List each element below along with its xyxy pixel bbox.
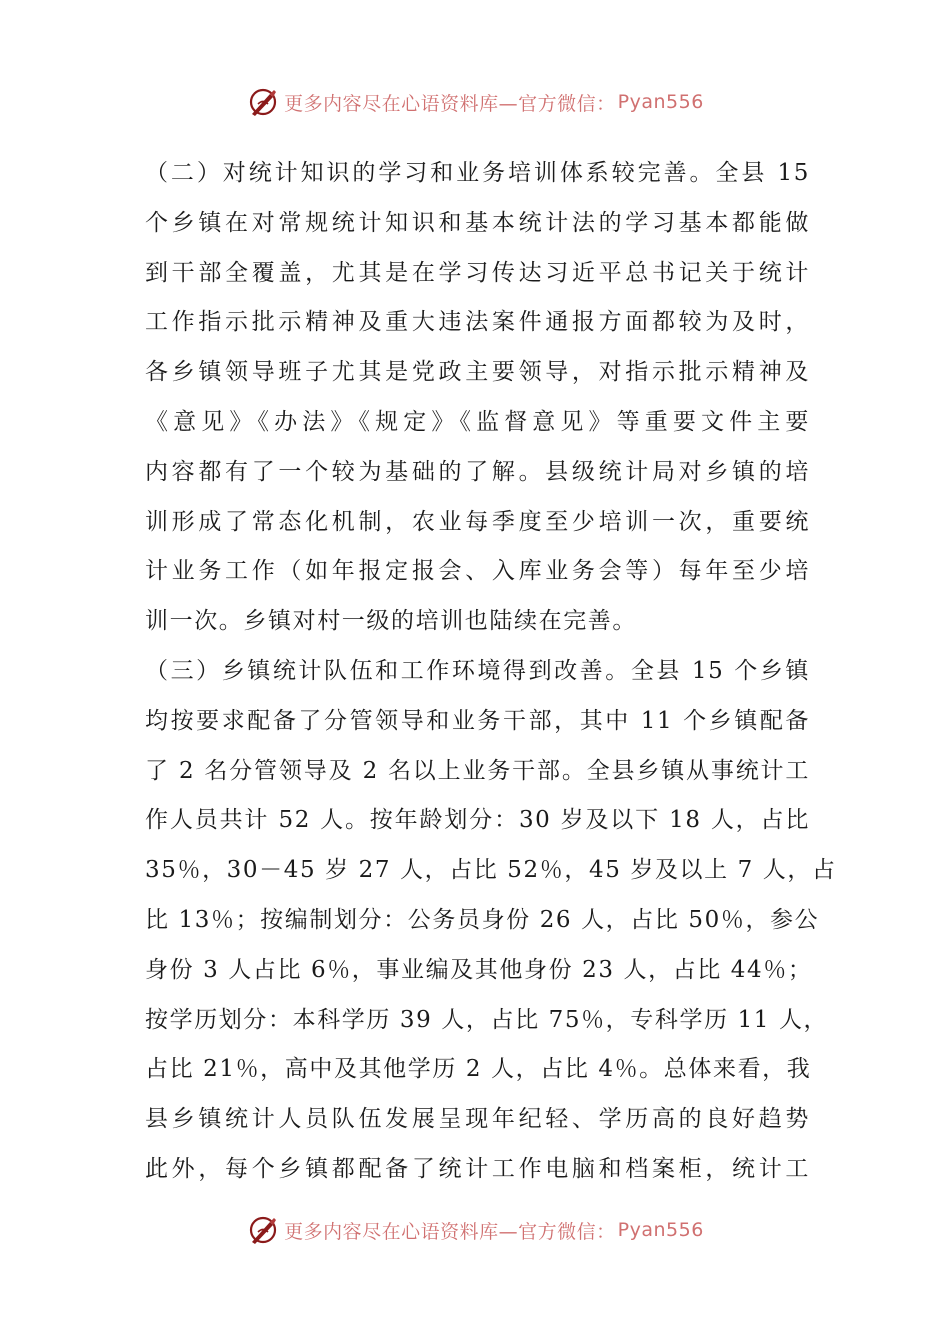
body-line: 按学历划分：本科学历 39 人，占比 75％，专科学历 11 人， — [145, 1006, 829, 1033]
body-line: 比 13％；按编制划分：公务员身份 26 人，占比 50％，参公 — [145, 906, 820, 933]
banner-text: 更多内容尽在心语资料库—官方微信： — [284, 1220, 616, 1243]
body-line: 县乡镇统计人员队伍发展呈现年纪轻、学历高的良好趋势 — [145, 1106, 810, 1133]
body-line: 《意见》《办法》《规定》《监督意见》等重要文件主要 — [145, 408, 810, 435]
body-line: （二）对统计知识的学习和业务培训体系较完善。全县 15 — [145, 160, 810, 186]
banner-wechat-handle: Pyan556 — [617, 91, 704, 113]
body-line: 作人员共计 52 人。按年龄划分：30 岁及以下 18 人，占比 — [145, 807, 810, 834]
body-line: 个乡镇在对常规统计知识和基本统计法的学习基本都能做 — [145, 209, 810, 236]
body-line: 了 2 名分管领导及 2 名以上业务干部。全县乡镇从事统计工 — [145, 757, 810, 784]
body-line: 此外，每个乡镇都配备了统计工作电脑和档案柜，统计工 — [145, 1155, 810, 1182]
body-line: 工作指示批示精神及重大违法案件通报方面都较为及时， — [145, 309, 810, 336]
banner-text: 更多内容尽在心语资料库—官方微信： — [284, 92, 616, 115]
body-line: （三）乡镇统计队伍和工作环境得到改善。全县 15 个乡镇 — [145, 657, 810, 684]
body-line: 各乡镇领导班子尤其是党政主要领导，对指示批示精神及 — [145, 359, 810, 386]
footer-watermark-banner — [0, 1210, 950, 1250]
body-line: 内容都有了一个较为基础的了解。县级统计局对乡镇的培 — [145, 458, 810, 485]
pen-logo-icon — [246, 1213, 280, 1247]
body-line: 占比 21％，高中及其他学历 2 人，占比 4％。总体来看，我 — [145, 1056, 812, 1083]
pen-logo-icon — [246, 85, 280, 119]
body-line-paragraph-end: 训一次。乡镇对村一级的培训也陆续在完善。 — [145, 608, 637, 635]
body-line: 均按要求配备了分管领导和业务干部，其中 11 个乡镇配备 — [145, 707, 810, 734]
body-line: 35％，30－45 岁 27 人，占比 52％，45 岁及以上 7 人，占 — [145, 857, 837, 884]
body-line: 训形成了常态化机制，农业每季度至少培训一次，重要统 — [145, 508, 810, 535]
body-line: 身份 3 人占比 6％，事业编及其他身份 23 人，占比 44％； — [145, 956, 813, 983]
document-body — [145, 149, 837, 1195]
banner-wechat-handle: Pyan556 — [617, 1219, 704, 1241]
body-line: 到干部全覆盖，尤其是在学习传达习近平总书记关于统计 — [145, 259, 810, 286]
header-watermark-banner — [0, 82, 950, 122]
body-line: 计业务工作（如年报定报会、入库业务会等）每年至少培 — [145, 558, 810, 585]
